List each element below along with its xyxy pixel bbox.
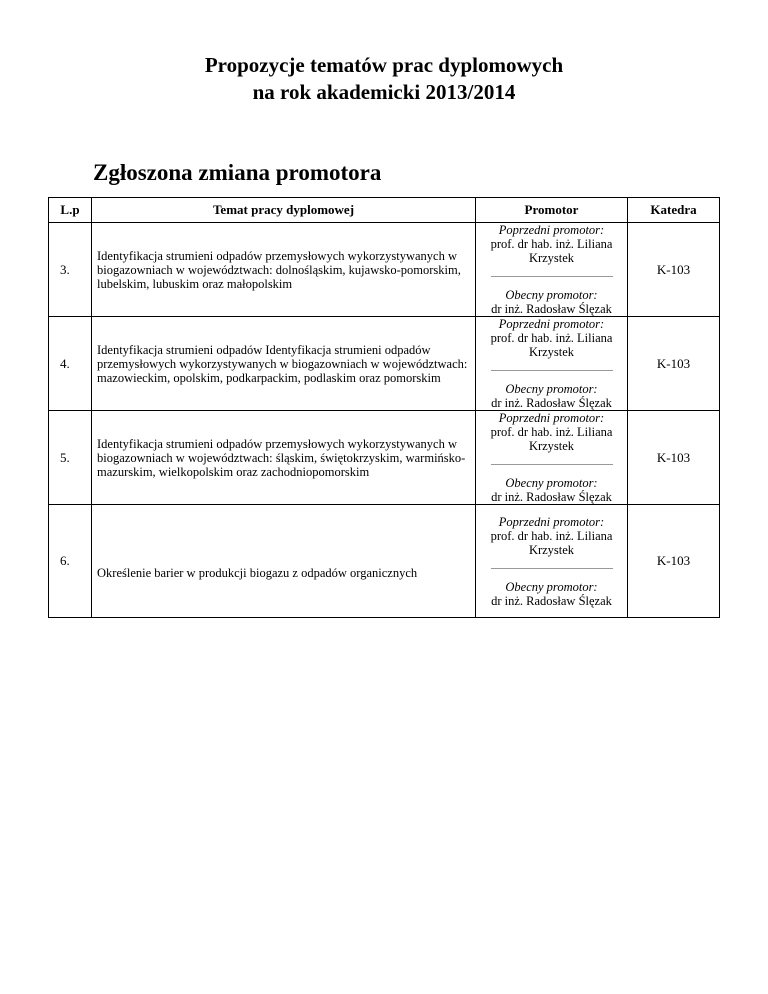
previous-promotor-name-2: Krzystek [528, 345, 575, 359]
header-lp: L.p [49, 198, 92, 223]
current-promotor-label: Obecny promotor: [505, 288, 598, 302]
row-topic: Identyfikacja strumieni odpadów przemysłowych wykorzystywanych w biogazowniach w województwach: śląskim, świętokrzyskim, warmińsko-mazurskim, wielkopolskim oraz zachodniopomorskim [92, 411, 476, 505]
row-topic: Identyfikacja strumieni odpadów Identyfikacja strumieni odpadów przemysłowych wykorzystywanych w biogazowniach w województwach: mazowieckim, opolskim, podkarpackim, podlaskim oraz pomorskim [92, 317, 476, 411]
promotor-divider [491, 464, 613, 465]
row-topic: Identyfikacja strumieni odpadów przemysłowych wykorzystywanych w biogazowniach w województwach: dolnośląskim, kujawsko-pomorskim, lubelskim, lubuskim oraz małopolskim [92, 223, 476, 317]
section-heading: Zgłoszona zmiana promotora [93, 160, 382, 185]
table-row [49, 505, 720, 618]
previous-promotor-label: Poprzedni promotor: [498, 411, 605, 425]
previous-promotor-label: Poprzedni promotor: [498, 223, 605, 237]
header-promotor: Promotor [476, 198, 628, 223]
previous-promotor-name-2: Krzystek [528, 439, 575, 453]
previous-promotor-name-1: prof. dr hab. inż. Liliana [490, 331, 613, 345]
header-katedra: Katedra [628, 198, 720, 223]
previous-promotor-name-1: prof. dr hab. inż. Liliana [490, 237, 613, 251]
row-promotor [476, 317, 628, 411]
row-topic: Określenie barier w produkcji biogazu z odpadów organicznych [92, 505, 476, 618]
row-number: 5. [49, 411, 92, 505]
previous-promotor-name-1: prof. dr hab. inż. Liliana [490, 528, 613, 543]
document-title [0, 52, 768, 106]
row-promotor [476, 411, 628, 505]
current-promotor-name: dr inż. Radosław Ślęzak [491, 302, 612, 316]
current-promotor-name: dr inż. Radosław Ślęzak [491, 396, 612, 410]
row-promotor [476, 505, 628, 618]
row-katedra: K-103 [628, 505, 720, 618]
promotor-divider [491, 370, 613, 371]
table-row [49, 223, 720, 317]
row-promotor [476, 223, 628, 317]
promotor-divider [491, 568, 613, 569]
previous-promotor-label: Poprzedni promotor: [498, 514, 605, 529]
table-row [49, 411, 720, 505]
previous-promotor-name-2: Krzystek [528, 251, 575, 265]
current-promotor-name: dr inż. Radosław Ślęzak [491, 490, 612, 504]
title-line-1: Propozycje tematów prac dyplomowych [204, 53, 564, 77]
current-promotor-label: Obecny promotor: [505, 382, 598, 396]
topics-table [48, 197, 720, 618]
row-number: 4. [49, 317, 92, 411]
promotor-divider [491, 276, 613, 277]
table-header-row [49, 198, 720, 223]
header-topic: Temat pracy dyplomowej [92, 198, 476, 223]
row-katedra: K-103 [628, 411, 720, 505]
title-line-2: na rok akademicki 2013/2014 [252, 80, 516, 104]
row-katedra: K-103 [628, 223, 720, 317]
previous-promotor-label: Poprzedni promotor: [498, 317, 605, 331]
previous-promotor-name-2: Krzystek [528, 542, 575, 557]
row-number: 3. [49, 223, 92, 317]
row-katedra: K-103 [628, 317, 720, 411]
previous-promotor-name-1: prof. dr hab. inż. Liliana [490, 425, 613, 439]
table-row [49, 317, 720, 411]
current-promotor-name: dr inż. Radosław Ślęzak [491, 593, 612, 608]
current-promotor-label: Obecny promotor: [505, 476, 598, 490]
row-number: 6. [49, 505, 92, 618]
current-promotor-label: Obecny promotor: [505, 579, 598, 594]
